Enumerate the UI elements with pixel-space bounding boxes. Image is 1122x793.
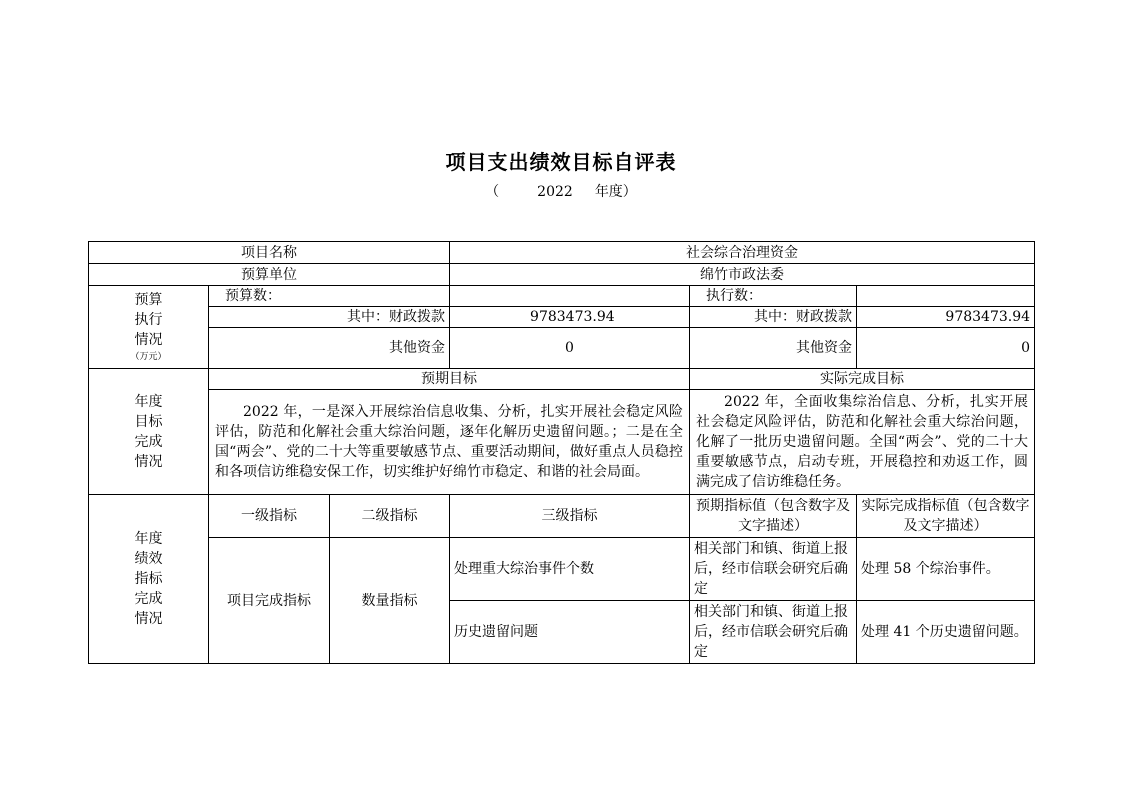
budget-amount-label: 预算数： [209,286,450,307]
project-name-label: 项目名称 [89,242,450,264]
other-exec-value: 0 [857,328,1035,369]
actual-value: 处理 41 个历史遗留问题。 [857,601,1035,664]
fiscal-exec-label: 其中：财政拨款 [690,307,857,328]
other-exec-label: 其他资金 [690,328,857,369]
exec-amount-label: 执行数： [690,286,857,307]
actual-value-header: 实际完成指标值（包含数字及文字描述） [857,495,1035,538]
level2-value: 数量指标 [330,538,450,664]
other-budget-value: 0 [450,328,690,369]
expected-value: 相关部门和镇、街道上报后，经市信联会研究后确定 [690,601,857,664]
budget-unit-note: （万元） [130,352,167,362]
level3-value: 处理重大综治事件个数 [450,538,690,601]
budget-section-label [89,286,209,369]
self-evaluation-table [88,241,1035,664]
expected-goal-text: 2022 年，一是深入开展综治信息收集、分析，扎实开展社会稳定风险评估，防范和化解社会重大综治问题，逐年化解历史遗留问题。；二是在全国“两会”、党的二十大等重要敏感节点、重要活动期间，做好重点人员稳控和各项信访维稳安保工作，切实维护好绵竹市稳定、和谐的社会局面。 [209,390,690,495]
budget-unit-label: 预算单位 [89,264,450,286]
level2-header: 二级指标 [330,495,450,538]
row-budget-total [89,286,1035,307]
expected-value-header: 预期指标值（包含数字及文字描述） [690,495,857,538]
row-indicator-headers [89,495,1035,538]
goals-section-label: 年度 目标 完成 情况 [89,369,209,495]
row-fiscal-allocation [89,307,1035,328]
row-goals-header [89,369,1035,390]
budget-unit-value: 绵竹市政法委 [450,264,1035,286]
level1-header: 一级指标 [209,495,330,538]
budget-section-text: 预算 执行 情况 [134,292,163,348]
fiscal-budget-value: 9783473.94 [450,307,690,328]
page-subtitle [0,181,1122,201]
actual-goal-header: 实际完成目标 [690,369,1035,390]
exec-amount-value [857,286,1035,307]
level3-header: 三级指标 [450,495,690,538]
level3-value: 历史遗留问题 [450,601,690,664]
expected-value: 相关部门和镇、街道上报后，经市信联会研究后确定 [690,538,857,601]
row-budget-unit [89,264,1035,286]
expected-goal-header: 预期目标 [209,369,690,390]
indicator-row [89,538,1035,601]
fiscal-exec-value: 9783473.94 [857,307,1035,328]
project-name-value: 社会综合治理资金 [450,242,1035,264]
subtitle-year: 2022 [537,184,573,200]
indicators-section-label: 年度 绩效 指标 完成 情况 [89,495,209,664]
page-title: 项目支出绩效目标自评表 [445,150,677,174]
row-goals-content [89,390,1035,495]
actual-goal-text: 2022 年，全面收集综治信息、分析，扎实开展社会稳定风险评估，防范和化解社会重大综治问题，化解了一批历史遗留问题。全国“两会”、党的二十大重要敏感节点，启动专班，开展稳控和劝返工作，圆满完成了信访维稳任务。 [690,390,1035,495]
budget-amount-value [450,286,690,307]
subtitle-suffix: 年度） [594,184,637,200]
row-other-funds [89,328,1035,369]
other-budget-label: 其他资金 [209,328,450,369]
subtitle-open: （ [485,184,500,200]
level1-value: 项目完成指标 [209,538,330,664]
row-project-name [89,242,1035,264]
fiscal-budget-label: 其中：财政拨款 [209,307,450,328]
actual-value: 处理 58 个综治事件。 [857,538,1035,601]
